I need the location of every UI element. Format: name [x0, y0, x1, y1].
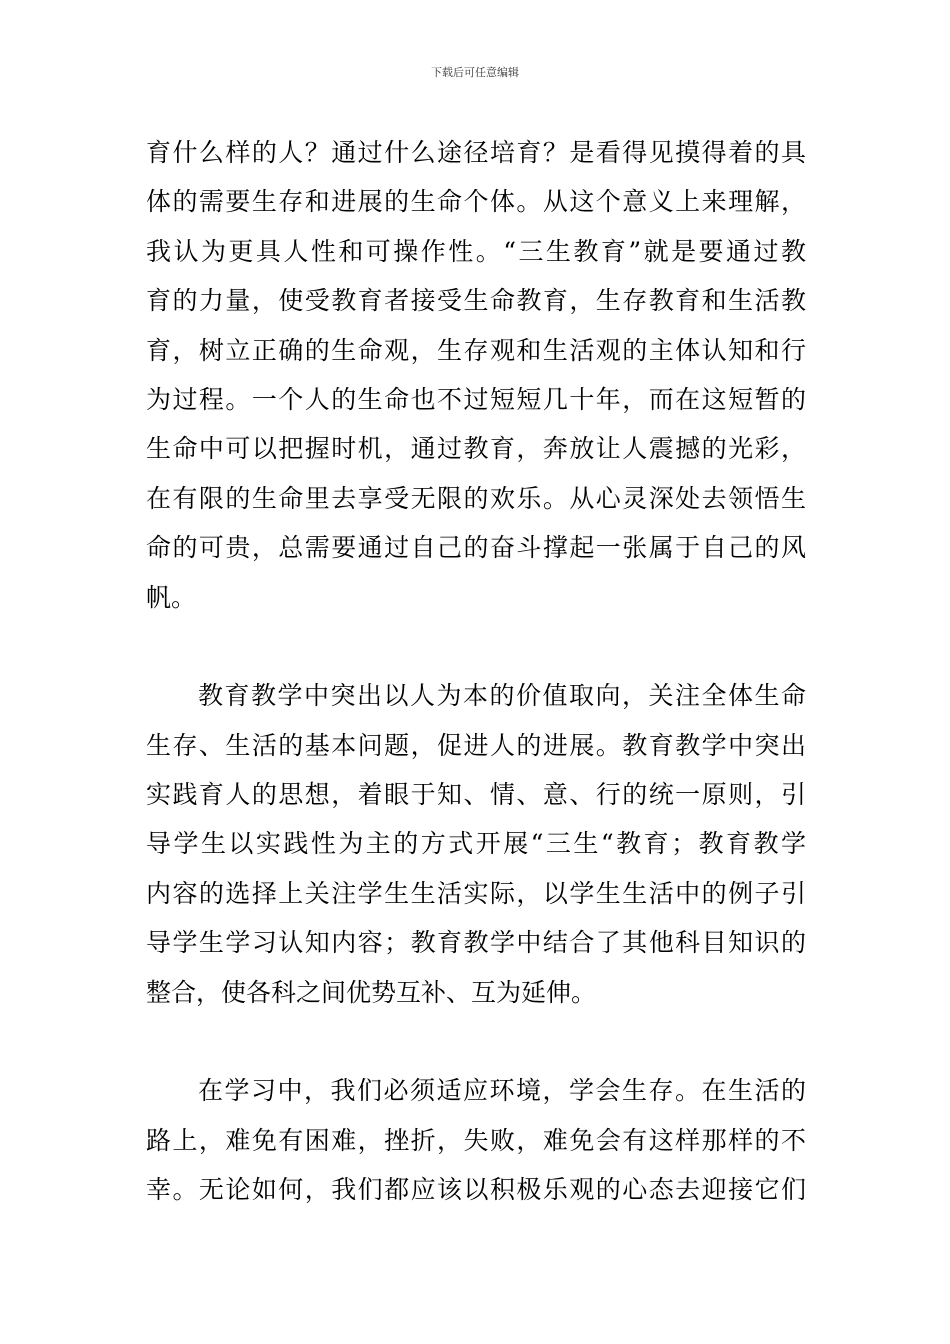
paragraph-1	[146, 128, 806, 622]
text-line: 实践育人的思想，着眼于知、情、意、行的统一原则，引	[146, 780, 806, 810]
text-line: 我认为更具人性和可操作性。“三生教育”就是要通过教	[146, 236, 806, 266]
text-line: 育的力量，使受教育者接受生命教育，生存教育和生活教	[146, 286, 806, 316]
text-line: 导学生学习认知内容；教育教学中结合了其他科目知识的	[146, 928, 806, 958]
text-line: 体的需要生存和进展的生命个体。从这个意义上来理解，	[146, 187, 806, 217]
text-line: 在学习中，我们必须适应环境，学会生存。在生活的	[198, 1076, 806, 1106]
text-line: 幸。无论如何，我们都应该以积极乐观的心态去迎接它们	[146, 1175, 806, 1205]
text-line: 命的可贵，总需要通过自己的奋斗撑起一张属于自己的风	[146, 533, 806, 563]
document-body	[146, 128, 806, 1215]
paragraph-3	[146, 1066, 806, 1214]
text-line: 整合，使各科之间优势互补、互为延伸。	[146, 977, 597, 1007]
paragraph-2	[146, 671, 806, 1017]
text-line: 内容的选择上关注学生生活实际，以学生生活中的例子引	[146, 878, 806, 908]
text-line: 路上，难免有困难，挫折，失败，难免会有这样那样的不	[146, 1125, 806, 1155]
text-line: 育，树立正确的生命观，生存观和生活观的主体认知和行	[146, 335, 806, 365]
paragraph-gap	[146, 622, 806, 671]
text-line: 教育教学中突出以人为本的价值取向，关注全体生命	[198, 681, 806, 711]
text-line: 为过程。一个人的生命也不过短短几十年，而在这短暂的	[146, 384, 806, 414]
text-line: 育什么样的人？通过什么途径培育？是看得见摸得着的具	[146, 138, 806, 167]
paragraph-gap	[146, 1017, 806, 1066]
text-line: 导学生以实践性为主的方式开展“三生“教育；教育教学	[146, 829, 806, 859]
text-line: 在有限的生命里去享受无限的欢乐。从心灵深处去领悟生	[146, 483, 806, 513]
text-line: 帆。	[146, 582, 197, 612]
text-line: 生命中可以把握时机，通过教育，奔放让人震撼的光彩，	[146, 434, 806, 464]
text-line: 生存、生活的基本问题，促进人的进展。教育教学中突出	[146, 730, 806, 760]
page-header: 下载后可任意编辑	[431, 66, 519, 79]
